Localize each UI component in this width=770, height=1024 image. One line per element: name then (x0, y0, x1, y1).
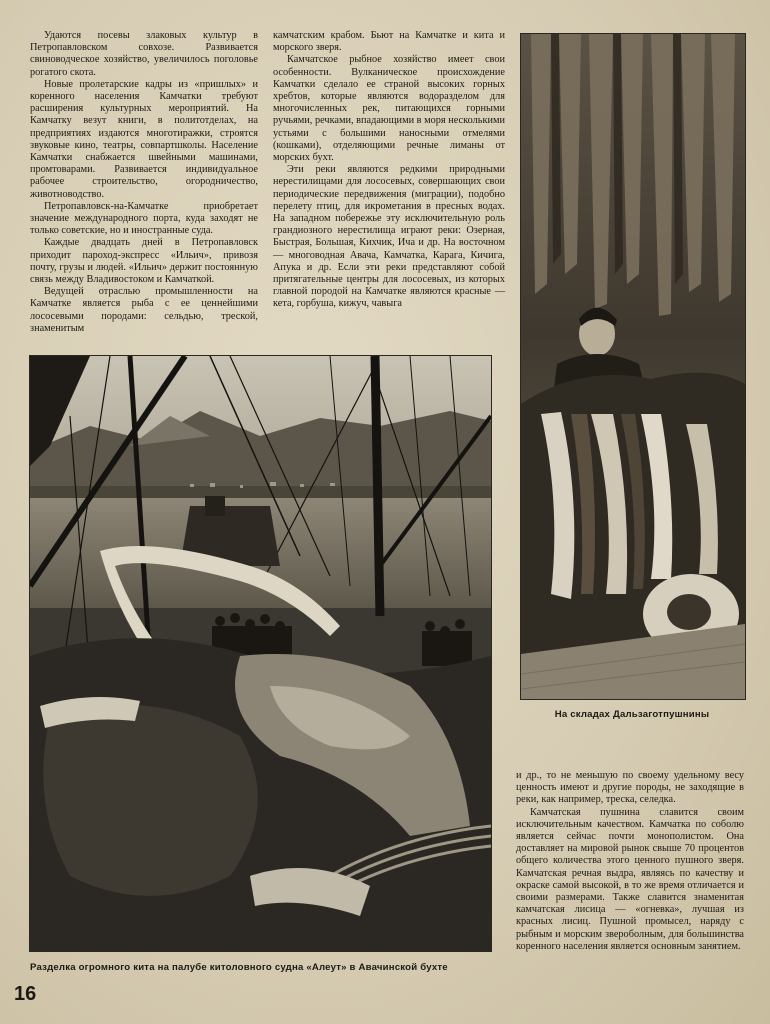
page-number: 16 (14, 983, 37, 1005)
paragraph: Удаются посевы злаковых культур в Петропавловском совхозе. Развивается свиноводческое хозяйство, увеличилось поголовье рогатого скота. (30, 30, 258, 78)
paragraph: Ведущей отраслью промышленности на Камчатке является рыба с ее ценнейшими лососевыми породами: сельдью, треской, знаменитым (30, 286, 258, 334)
whale-butchering-photo-image (30, 356, 491, 951)
paragraph: Камчатское рыбное хозяйство имеет свои особенности. Вулканическое происхождение Камчатки сделало ее страной высоких горных хребтов, которые являются водоразделом для многочисленных рек, питающихся горными ручьями, речками, впадающими в моря несколькими устьями с большими наносными отмелями (кошками), отделяющими речные лиманы от морских бухт. (273, 54, 505, 164)
whale-butchering-photo (29, 355, 492, 952)
paragraph: Новые пролетарские кадры из «пришлых» и коренного населения Камчатки требуют расширения культурных мероприятий. На Камчатку везут книги, в политотделах, на предприятиях издаются многотиражки, строятся звуковые кино, театры, совпартшколы. Население Камчатки снабжается швейными машинами, промтоварами. Развивается индивидуальное рабочее строительство, огородничество, животноводство. (30, 78, 258, 200)
paragraph: Камчатская пушнина славится своим исключительным качеством. Камчатка по соболю является сейчас почти монополистом. Она доставляет на мировой рынок свыше 70 процентов общего количества этого ценного пушного зверя. Камчатская речная выдра, являясь по качеству и окраске самой высокой, в то же время отличается и своими размерами. Также славится знаменитая камчатская лисица — «огневка», лучшая из красных лисиц. Пушной промысел, наряду с рыбным и морским звероболным, для большинства коренного населения является основным занятием. (516, 806, 744, 952)
text-column-1 (30, 30, 258, 335)
paragraph: и др., то не меньшую по своему удельному весу ценность имеют и другие породы, не заходящие в реки, как например, треска, селедка. (516, 770, 744, 806)
paragraph: Каждые двадцать дней в Петропавловск приходит пароход-экспресс «Ильич», привозя почту, грузы и людей. «Ильич» держит постоянную связь между Владивостоком и Камчаткой. (30, 237, 258, 286)
fur-photo-caption: На складах Дальзаготпушнины (554, 709, 710, 720)
fur-warehouse-photo-image (521, 34, 745, 699)
text-column-2 (273, 30, 505, 311)
text-column-3 (516, 770, 744, 953)
paragraph: камчатским крабом. Бьют на Камчатке и кита и морского зверя. (273, 30, 505, 54)
whale-photo-caption: Разделка огромного кита на палубе китоловного судна «Алеут» в Авачинской бухте (30, 962, 448, 973)
paragraph: Эти реки являются редкими природными нерестилищами для лососевых, совершающих свои периодические передвижения (миграции), подобно перелету птиц, для икрометания в пресных водах. На западном побережье эту исключительную роль грандиозного нерестилища играют реки: Озерная, Быстрая, Большая, Кихчик, Ича и др. На восточном — многоводная Авача, Камчатка, Карага, Кичига, Апука и др. Если эти реки представляют собой притягательные центры для лососевых, из которых главной породой на Камчатке являются красные — кета, горбуша, кижуч, чавыга (273, 164, 505, 310)
fur-warehouse-photo (520, 33, 746, 700)
paragraph: Петропавловск-на-Камчатке приобретает значение международного порта, куда заходят не только советские, но и иностранные суда. (30, 200, 258, 237)
